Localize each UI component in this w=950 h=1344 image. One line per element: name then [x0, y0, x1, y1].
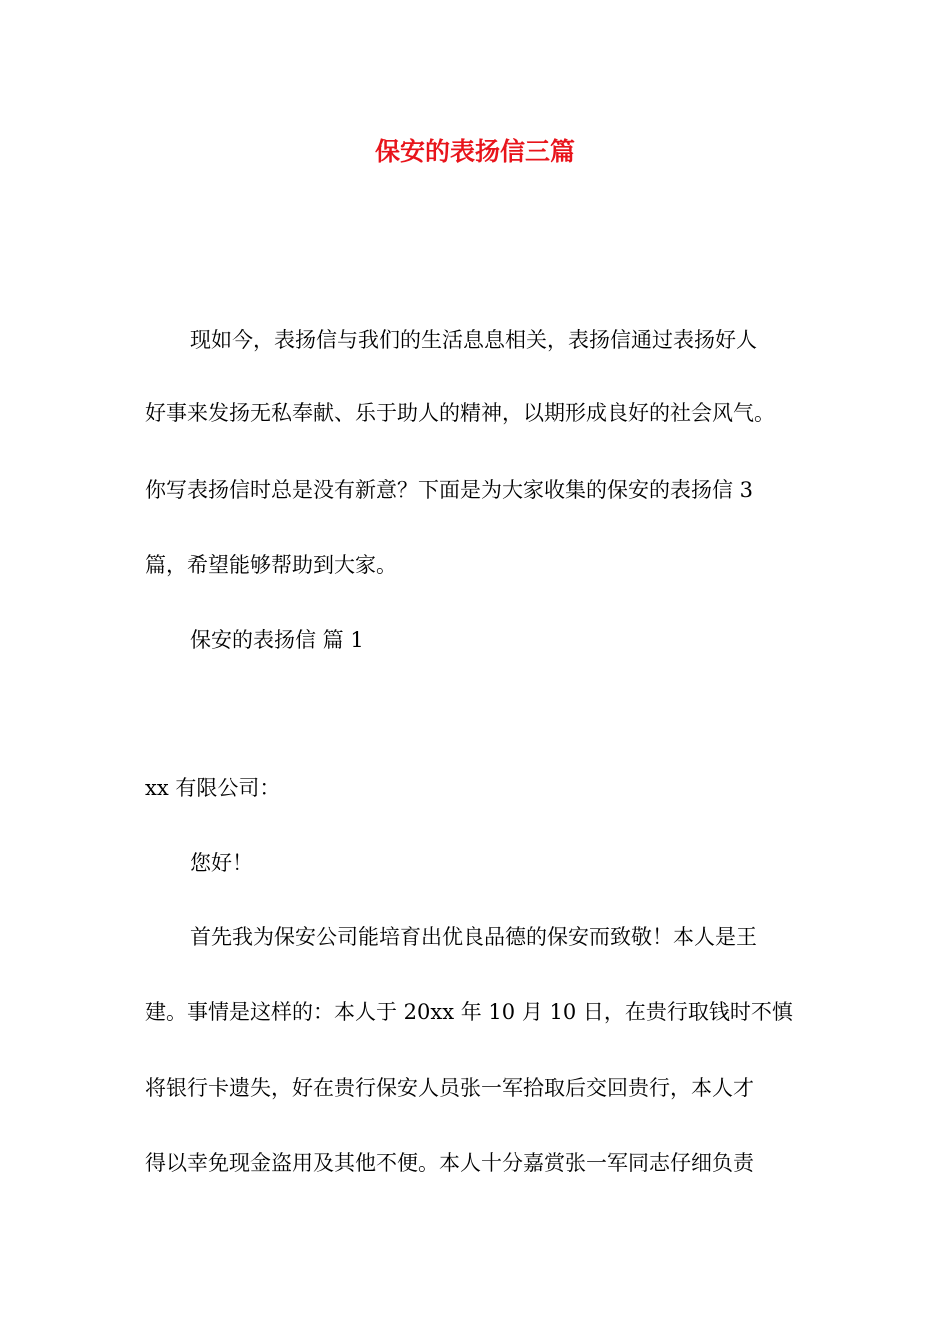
intro-line-2: 好事来发扬无私奉献、乐于助人的精神，以期形成良好的社会风气。 [145, 401, 775, 425]
section-heading: 保安的表扬信 篇 1 [190, 628, 364, 652]
intro-line-3: 你写表扬信时总是没有新意？下面是为大家收集的保安的表扬信 3 [145, 478, 754, 502]
body-line-3: 将银行卡遗失，好在贵行保安人员张一军拾取后交回贵行，本人才 [145, 1076, 754, 1100]
body-line-1: 首先我为保安公司能培育出优良品德的保安而致敬！本人是王 [190, 925, 757, 949]
body-line-2: 建。事情是这样的：本人于 20xx 年 10 月 10 日，在贵行取钱时不慎 [145, 1000, 793, 1024]
salutation: xx 有限公司： [145, 776, 281, 800]
intro-line-1: 现如今，表扬信与我们的生活息息相关，表扬信通过表扬好人 [190, 328, 757, 352]
document-title: 保安的表扬信三篇 [374, 137, 575, 166]
body-line-4: 得以幸免现金盗用及其他不便。本人十分嘉赏张一军同志仔细负责 [145, 1151, 754, 1175]
greeting: 您好！ [190, 851, 253, 875]
intro-line-4: 篇，希望能够帮助到大家。 [145, 553, 397, 577]
